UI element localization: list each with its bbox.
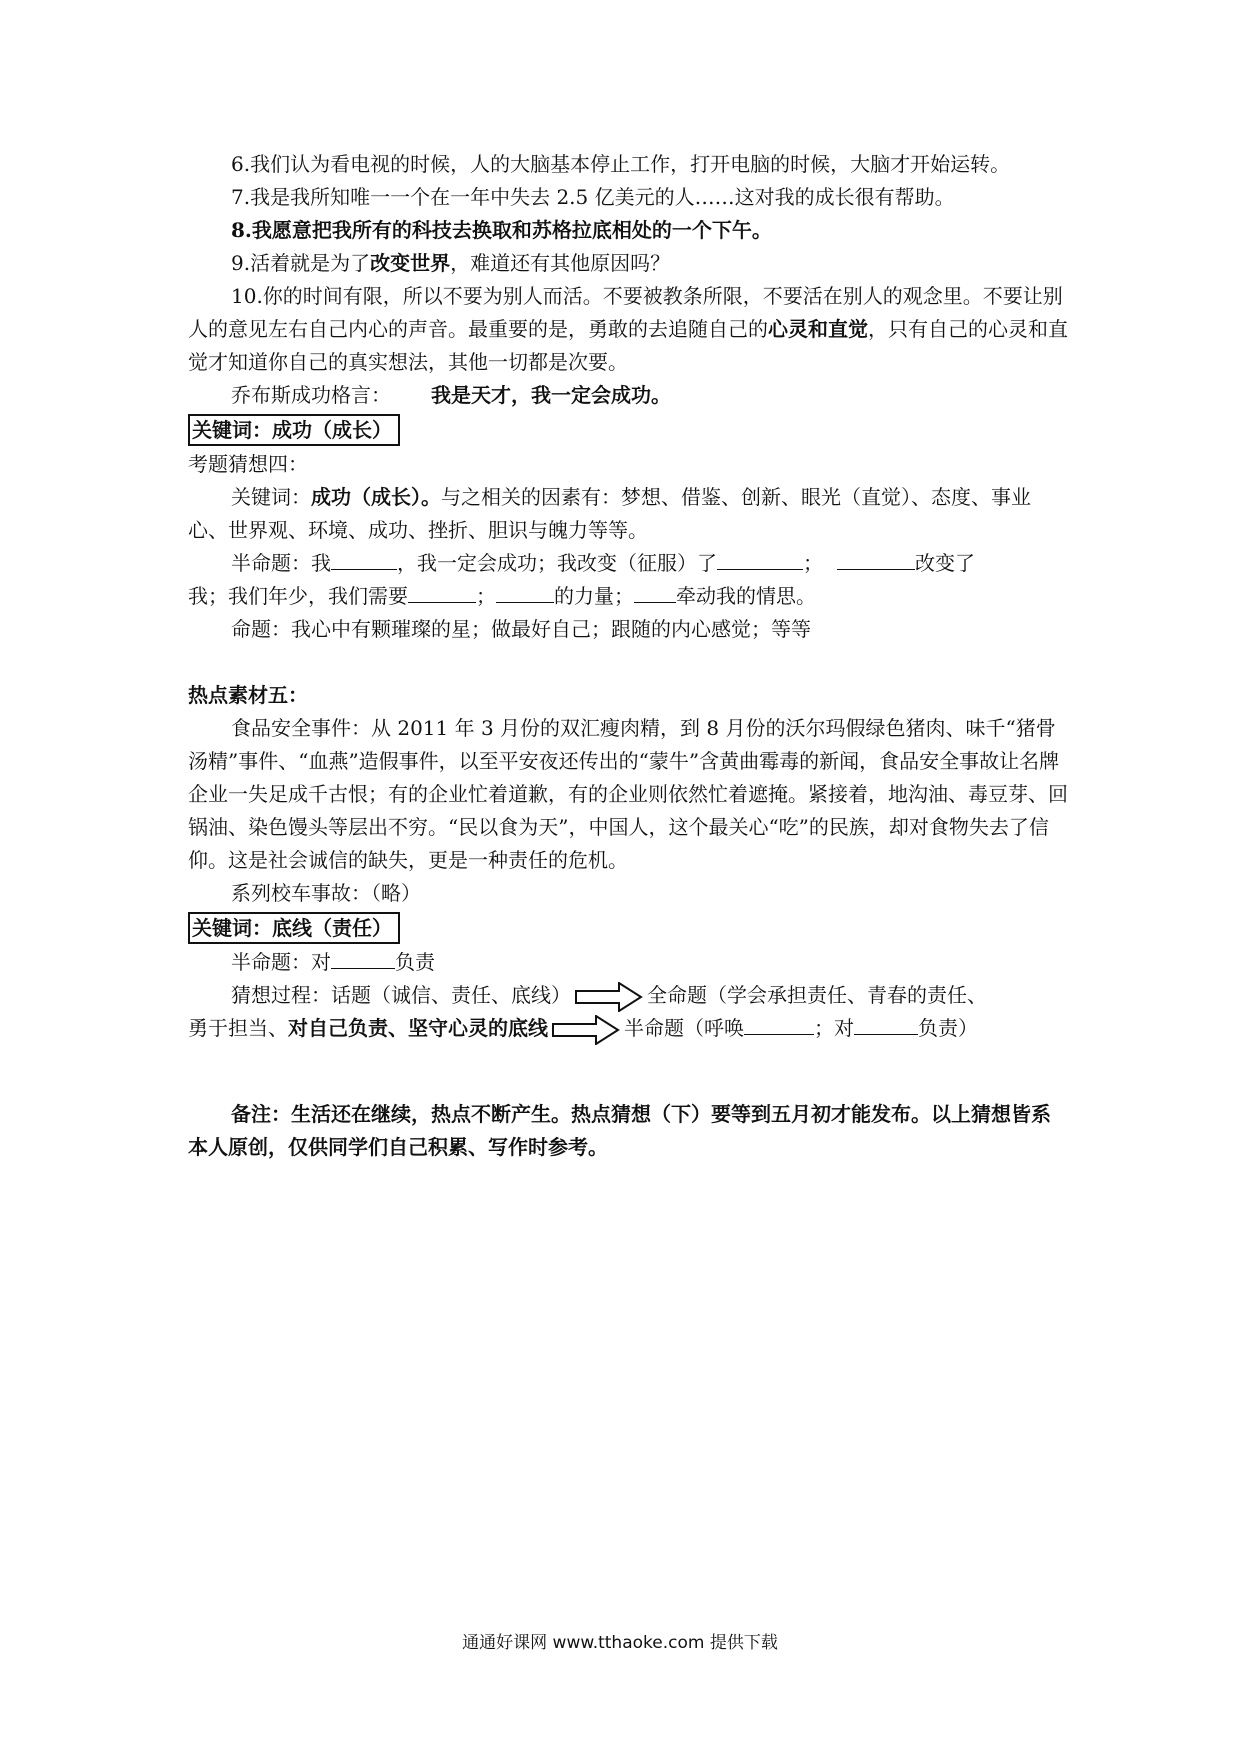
page-footer: 通通好课网 www.tthaoke.com 提供下载 — [462, 1633, 778, 1653]
quote-9: 9.活着就是为了改变世界，难道还有其他原因吗？ — [231, 251, 671, 275]
blank — [634, 580, 676, 603]
quote-8: 8.我愿意把我所有的科技去换取和苏格拉底相处的一个下午。 — [231, 218, 772, 242]
quote-10: 10.你的时间有限，所以不要为别人而活。不要被教条所限，不要活在别人的观念里。不要让别人的意见左右自己内心的声音。最重要的是，勇敢的去追随自己的心灵和直觉，只有自己的心灵和直觉才知道你自己的真实想法，其他一切都是次要。 — [188, 284, 1068, 374]
blank — [331, 946, 395, 969]
keyword-box-bottomline: 关键词：底线（责任） — [188, 912, 400, 944]
blank — [496, 580, 554, 603]
blank — [744, 1012, 814, 1035]
quote-6: 6.我们认为看电视的时候，人的大脑基本停止工作，打开电脑的时候，大脑才开始运转。 — [231, 152, 1011, 176]
note: 备注：生活还在继续，热点不断产生。热点猜想（下）要等到五月初才能发布。以上猜想皆系本人原创，仅供同学们自己积累、写作时参考。 — [188, 1102, 1051, 1159]
section5-title: 热点素材五： — [188, 683, 308, 707]
half-topics-4: 半命题：我 ，我一定会成功；我改变（征服）了 ； 改变了 — [188, 547, 1068, 580]
blank — [717, 547, 803, 570]
blank — [408, 580, 476, 603]
document-body — [188, 148, 1068, 1164]
half-topics-5: 半命题：对 负责 — [188, 946, 1068, 979]
food-safety-para: 食品安全事件：从 2011 年 3 月份的双汇瘦肉精，到 8 月份的沃尔玛假绿色猪肉、味千“猪骨汤精”事件、“血燕”造假事件，以至平安夜还传出的“蒙牛”含黄曲霉毒的新闻，食品安全事故让名牌企业一失足成千古恨；有的企业忙着道歉，有的企业则依然忙着遮掩。紧接着，地沟油、毒豆芽、回锅油、染色馒头等层出不穷。“民以食为天”，中国人，这个最关心“吃”的民族，却对食物失去了信仰。这是社会诚信的缺失，更是一种责任的危机。 — [188, 716, 1068, 872]
blank — [837, 547, 915, 570]
keyword-box-success: 关键词：成功（成长） — [188, 414, 400, 446]
half-topics-4-cont: 我；我们年少，我们需要 ； 的力量； 牵动我的情思。 — [188, 580, 1068, 613]
full-topics-4: 命题：我心中有颗璀璨的星；做最好自己；跟随的内心感觉；等等 — [231, 617, 811, 641]
guess-process: 猜想过程：话题（诚信、责任、底线） 全命题（学会承担责任、青春的责任、 — [188, 979, 1068, 1012]
jobs-motto: 乔布斯成功格言： 我是天才，我一定会成功。 — [231, 383, 671, 407]
quote-7: 7.我是我所知唯一一个在一年中失去 2.5 亿美元的人……这对我的成长很有帮助。 — [231, 185, 955, 209]
guess-title-4: 考题猜想四： — [188, 452, 308, 476]
keyword-factors: 关键词：成功（成长）。与之相关的因素有：梦想、借鉴、创新、眼光（直觉）、态度、事业心、世界观、环境、成功、挫折、胆识与魄力等等。 — [188, 485, 1031, 542]
guess-process-cont: 勇于担当、对自己负责、坚守心灵的底线 半命题（呼唤 ；对 负责） — [188, 1012, 1068, 1045]
bus-accident: 系列校车事故：（略） — [231, 881, 421, 905]
blank — [331, 547, 397, 570]
blank — [854, 1012, 918, 1035]
right-arrow-icon — [552, 1015, 620, 1045]
right-arrow-icon — [575, 982, 643, 1012]
